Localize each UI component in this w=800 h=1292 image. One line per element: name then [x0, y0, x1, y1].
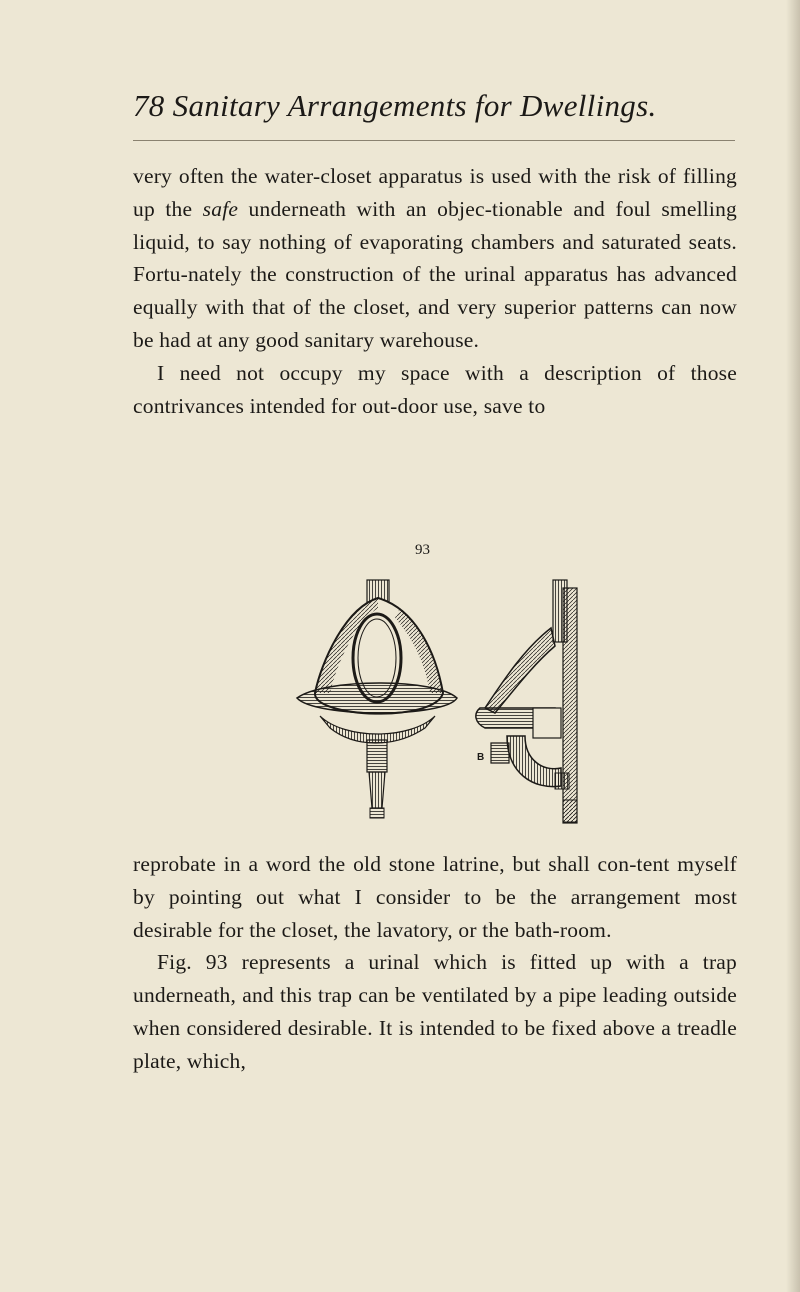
flush-pipe [553, 580, 567, 642]
bowl-back-curve [485, 628, 555, 713]
urinal-figure [285, 568, 610, 838]
s-trap [507, 736, 561, 787]
outlet-pipe [369, 772, 385, 808]
italic-word-safe: safe [202, 196, 239, 221]
running-header [133, 88, 733, 138]
paragraph-text: very often the water-closet apparatus is used with the risk of filling up the [133, 164, 737, 221]
header-rule [133, 140, 735, 141]
urinal-side-section [476, 580, 577, 823]
paragraph: Fig. 93 represents a urinal which is fitted up with a trap underneath, and this trap can be ventilated by a pipe leading outside when considered desirable. It is intended to be fixed above a treadle plate, which, [133, 950, 737, 1073]
running-title: Sanitary Arrangements for Dwellings. [172, 88, 657, 123]
label-b: B [477, 752, 485, 763]
paragraph-continued [133, 160, 737, 422]
trap-cap [491, 743, 509, 763]
page-number: 78 [133, 88, 165, 123]
paragraph: reprobate in a word the old stone latrine, but shall con-tent myself by pointing out what I consider to be the arrangement most desirable for the closet, the lavatory, or the bath-room. [133, 852, 737, 942]
trap-body [367, 740, 387, 772]
figure-number: 93 [415, 542, 430, 558]
urinal-front-view [297, 580, 457, 818]
paragraph-after-figure [133, 848, 737, 1078]
paragraph: I need not occupy my space with a description of those contrivances intended for out-door use, save to [133, 360, 737, 418]
paragraph-text: underneath with an objec-tionable and foul smelling liquid, to say nothing of evaporating chambers and saturated seats. Fortu-nately the construction of the urinal apparatus has advanced equally with that of the closet, and very superior patterns can now be had at any good sanitary warehouse. [133, 196, 737, 352]
page-edge-shadow [786, 0, 800, 1292]
